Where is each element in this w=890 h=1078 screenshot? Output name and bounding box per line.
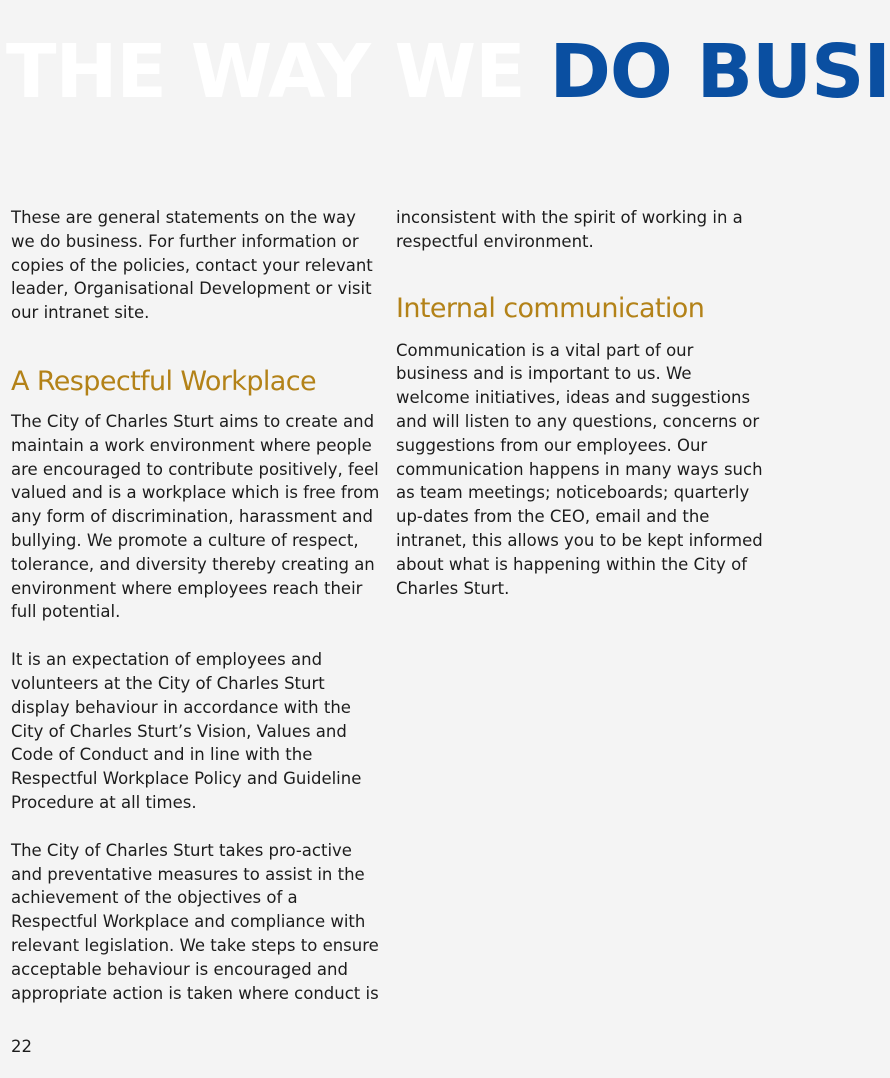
respectful-paragraph-1: The City of Charles Sturt aims to create and maintain a work environment where people are encouraged to contribute positively, feel valued and is a workplace which is free from any form of discrimination, harassment and bullying. We promote a culture of respect, tolerance, and diversity thereby creating an environment where employees reach their full potential. <box>11 411 380 622</box>
respectful-paragraph-2: It is an expectation of employees and volunteers at the City of Charles Sturt display behaviour in accordance with the City of Charles Sturt’s Vision, Values and Code of Conduct and in line with the Respectful Workplace Policy and Guideline Procedure at all times. <box>11 650 362 812</box>
respectful-paragraph-3: The City of Charles Sturt takes pro-active and preventative measures to assist in the achievement of the objectives of a Respectful Workplace and compliance with relevant legislation. We take steps to ensure acceptable behaviour is encouraged and appropriate action is taken where conduct is <box>11 840 379 1003</box>
page-number: 22 <box>11 1037 32 1056</box>
internal-communication-heading: Internal communication <box>396 292 705 324</box>
right-column <box>396 206 768 600</box>
internal-communication-paragraph: Communication is a vital part of our business and is important to us. We welcome initiatives, ideas and suggestions and will listen to any questions, concerns or suggestions from our employees. Our communication happens in many ways such as team meetings; noticeboards; quarterly up-dates from the CEO, email and the intranet, this allows you to be kept informed about what is happening within the City of Charles Sturt. <box>396 340 763 598</box>
page-banner <box>6 22 890 122</box>
respectful-workplace-heading: A Respectful Workplace <box>11 365 316 397</box>
intro-paragraph: These are general statements on the way we do business. For further information or copies of the policies, contact your relevant leader, Organisational Development or visit our intranet site. <box>11 208 373 323</box>
banner-dark-text: DO BUSI <box>549 29 890 115</box>
continued-paragraph: inconsistent with the spirit of working in a respectful environment. <box>396 208 743 251</box>
banner-light-text: THE WAY WE <box>6 29 550 115</box>
left-column <box>11 206 383 1005</box>
